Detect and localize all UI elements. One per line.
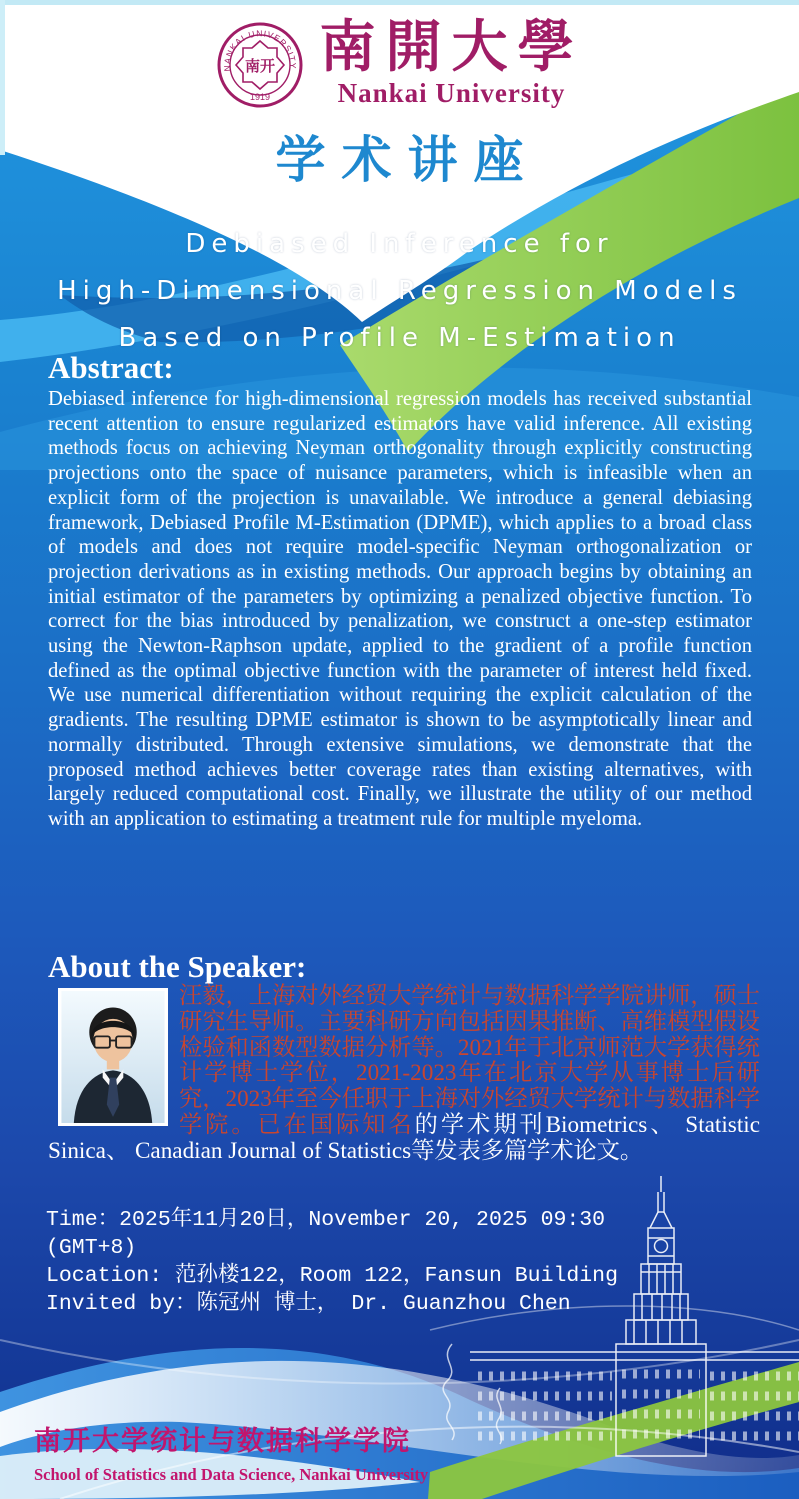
speaker-bio-publications: 的学术期刊Biometrics、 Statistic Sinica、 Canadian Journal of Statistics等发表多篇学术论文。 — [48, 1111, 761, 1164]
speaker-bio-chinese: 汪毅，上海对外经贸大学统计与数据科学学院讲师，硕士研究生导师。主要科研方向包括因果推断、高维模型假设检验和函数型数据分析等。2021年于北京师范大学获得统计学博士学位，2021-2023年在北京大学从事博士后研究，2023年至今任职于上海对外经贸大学统计与数据科学学院。已在国际知名 — [179, 983, 760, 1138]
seal-year-text: 1919 — [249, 91, 270, 102]
university-name-chinese: 南開大學 — [319, 17, 584, 79]
lecture-title-line-3: Based on Profile M-Estimation — [118, 323, 681, 353]
footer-school-block — [34, 1419, 428, 1485]
event-location: Location: 范孙楼122，Room 122，Fansun Building — [46, 1264, 618, 1288]
lecture-type-heading: 学术讲座 — [275, 132, 540, 188]
left-border-strip — [0, 0, 5, 155]
university-logo-block — [0, 17, 799, 109]
seal-center-text: 南开 — [244, 58, 275, 75]
school-name-chinese: 南开大学统计与数据科学学院 — [34, 1426, 411, 1456]
speaker-photo — [58, 988, 168, 1126]
university-name-english: Nankai University — [337, 78, 566, 108]
lecture-title-line-1: Debiased Inference for — [185, 229, 614, 259]
school-name-english: School of Statistics and Data Science, Nankai University — [34, 1465, 429, 1484]
event-timezone: (GMT+8) — [46, 1236, 137, 1260]
speaker-heading: About the Speaker: — [48, 949, 307, 984]
abstract-text: Debiased inference for high-dimensional regression models has received substantial recent attention to ensure regularized estimators have valid inference. All existing methods focus on achieving Neyman orthogonality through explicitly constructing projections onto the space of nuisance parameters, which is infeasible when an explicit form of the projection is unavailable. We introduce a general debiasing framework, Debiased Profile M-Estimation (DPME), which applies to a broad class of models and does not require model-specific Neyman orthogonalization or projection derivations as in existing methods. Our approach begins by obtaining an initial estimator of the parameters by optimizing a penalized objective function. To correct for the bias introduced by penalization, we construct a one-step estimator using the Newton-Raphson update, applied to the gradient of a profile function defined as the optimal objective function with the parameter of interest held fixed. We use numerical differentiation without requiring the explicit calculation of the gradients. The resulting DPME estimator is shown to be asymptotically linear and normally distributed. Through extensive simulations, we demonstrate that the proposed method achieves better coverage rates than existing alternatives, with largely reduced computational cost. Finally, we illustrate the utility of our method with an application to estimating a treatment rule for multiple myeloma. — [48, 388, 752, 830]
top-border-strip — [0, 0, 799, 5]
lecture-title-line-2: High-Dimensional Regression Models — [57, 276, 742, 306]
lecture-title — [0, 221, 799, 362]
university-wordmark — [319, 17, 584, 109]
speaker-bio-block — [48, 984, 760, 1165]
event-details — [46, 1206, 766, 1318]
abstract-heading: Abstract: — [48, 350, 174, 385]
event-time: Time：2025年11月20日，November 20, 2025 09:30 — [46, 1208, 606, 1232]
university-seal-logo — [216, 21, 304, 109]
event-host: Invited by：陈冠州 博士， Dr. Guanzhou Chen — [46, 1292, 571, 1316]
seal-ring-text: NANKAI UNIVERSITY — [221, 27, 298, 72]
speaker-portrait-illustration — [61, 991, 165, 1123]
